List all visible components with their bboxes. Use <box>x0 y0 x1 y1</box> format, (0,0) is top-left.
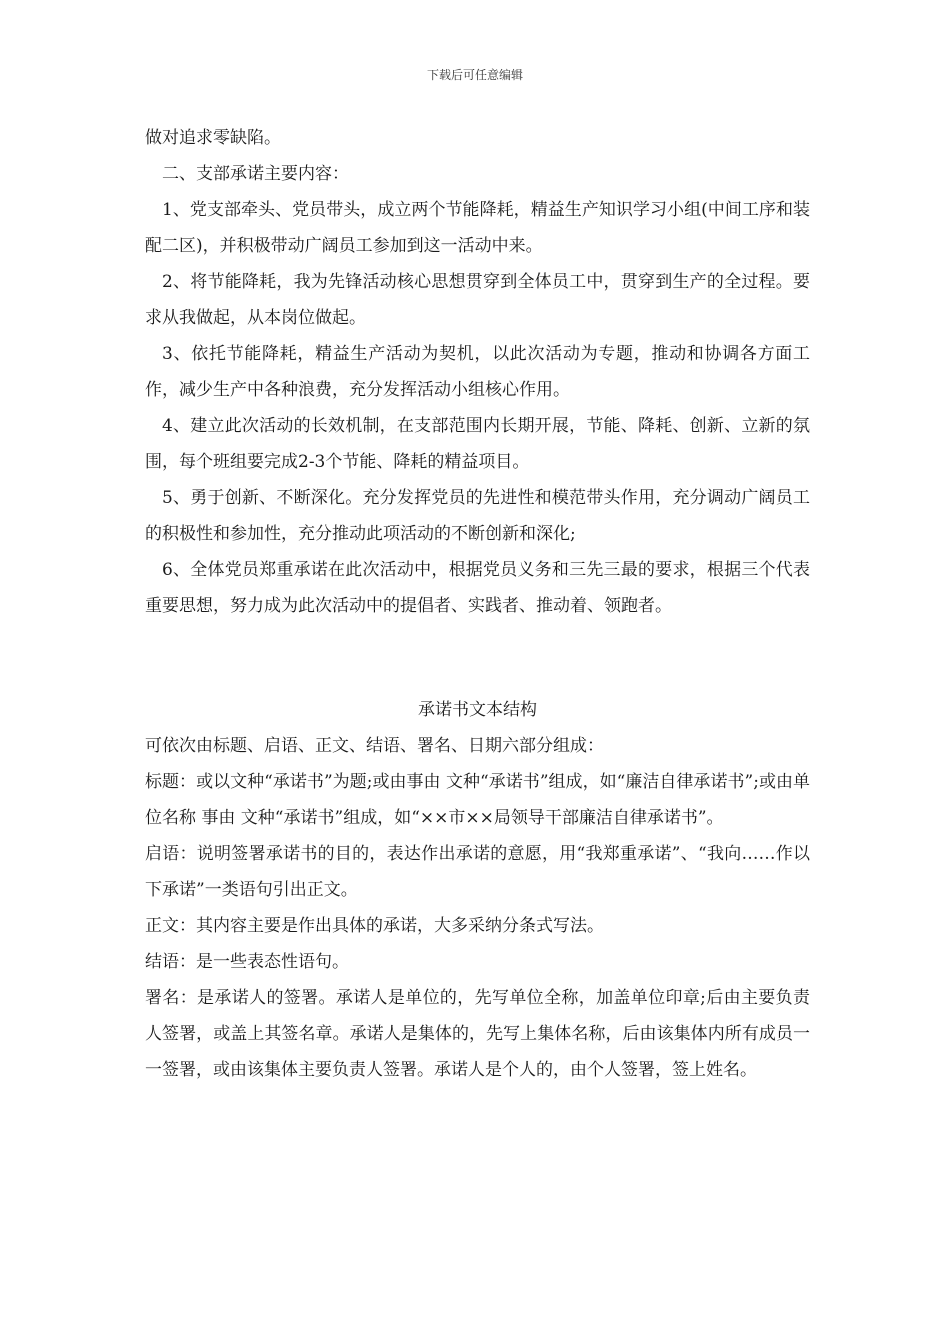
text-structure-section <box>145 692 810 1088</box>
page-header: 下载后可任意编辑 <box>426 68 523 82</box>
commitment-item-1: 1、党支部牵头、党员带头，成立两个节能降耗，精益生产知识学习小组(中间工序和装配二区)，并积极带动广阔员工参加到这一活动中来。 <box>145 200 810 256</box>
commitment-item-4: 4、建立此次活动的长效机制，在支部范围内长期开展，节能、降耗、创新、立新的氛围，每个班组要完成2-3个节能、降耗的精益项目。 <box>145 416 810 472</box>
commitment-content-section <box>145 120 810 624</box>
commitment-item-3: 3、依托节能降耗，精益生产活动为契机，以此次活动为专题，推动和协调各方面工作，减少生产中各种浪费，充分发挥活动小组核心作用。 <box>145 344 810 400</box>
commitment-item-6: 6、全体党员郑重承诺在此次活动中，根据党员义务和三先三最的要求，根据三个代表重要思想，努力成为此次活动中的提倡者、实践者、推动着、领跑者。 <box>145 560 810 616</box>
commitment-item-2: 2、将节能降耗，我为先锋活动核心思想贯穿到全体员工中，贯穿到生产的全过程。要求从我做起，从本岗位做起。 <box>145 272 810 328</box>
structure-item-body: 正文：其内容主要是作出具体的承诺，大多采纳分条式写法。 <box>145 916 604 936</box>
section-heading: 二、支部承诺主要内容： <box>162 164 349 184</box>
section-title: 承诺书文本结构 <box>418 700 537 720</box>
structure-intro: 可依次由标题、启语、正文、结语、署名、日期六部分组成： <box>145 736 604 756</box>
structure-item-closing: 结语：是一些表态性语句。 <box>145 952 349 972</box>
structure-item-opening: 启语：说明签署承诺书的目的，表达作出承诺的意愿，用“我郑重承诺”、“我向……作以下承诺”一类语句引出正文。 <box>145 844 810 900</box>
commitment-item-5: 5、勇于创新、不断深化。充分发挥党员的先进性和模范带头作用，充分调动广阔员工的积极性和参加性，充分推动此项活动的不断创新和深化; <box>145 488 810 544</box>
structure-item-title: 标题：或以文种“承诺书”为题;或由事由 文种“承诺书”组成，如“廉洁自律承诺书”;或由单位名称 事由 文种“承诺书”组成，如“××市××局领导干部廉洁自律承诺书”。 <box>145 772 810 828</box>
paragraph-continuation: 做对追求零缺陷。 <box>145 128 281 148</box>
structure-item-signature: 署名：是承诺人的签署。承诺人是单位的，先写单位全称，加盖单位印章;后由主要负责人签署，或盖上其签名章。承诺人是集体的，先写上集体名称，后由该集体内所有成员一一签署，或由该集体主要负责人签署。承诺人是个人的，由个人签署，签上姓名。 <box>145 988 810 1080</box>
